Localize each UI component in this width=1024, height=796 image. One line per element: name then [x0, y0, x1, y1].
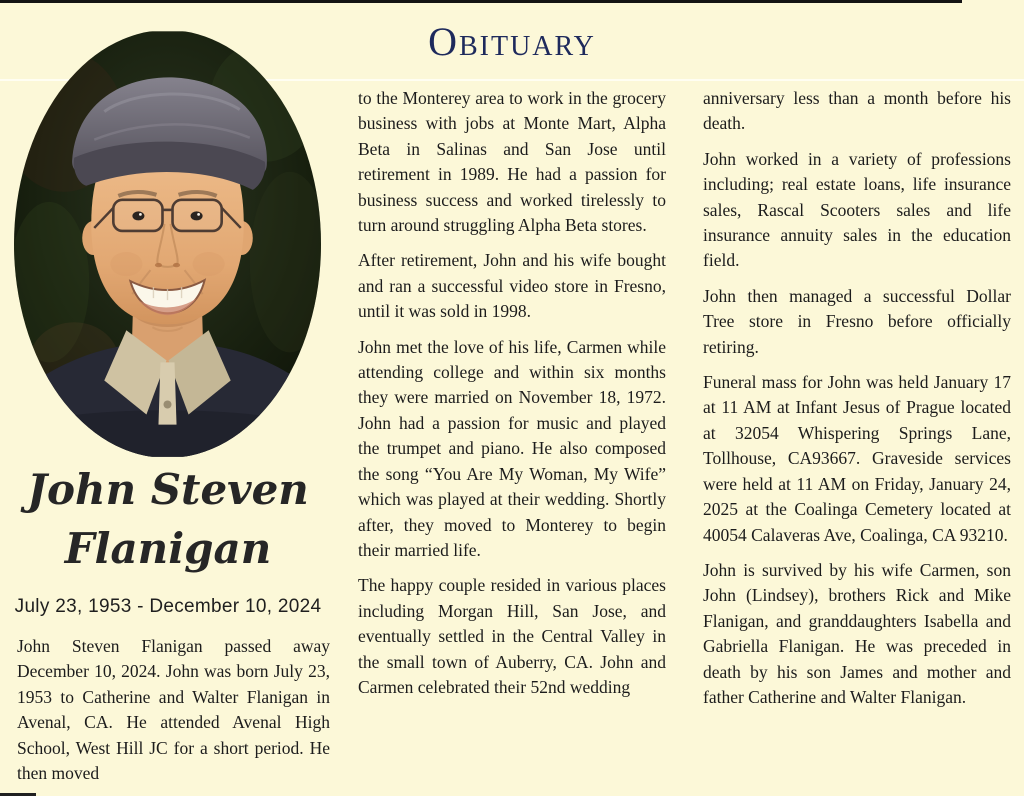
- obituary-paragraph: John Steven Flanigan passed away December 10, 2024. John was born July 23, 1953 to Catherine and Walter Flanigan in Avenal, CA. He attended Avenal High School, West Hill JC for a short period. He then moved: [17, 636, 330, 784]
- obituary-paragraph: John then managed a successful Dollar Tree store in Fresno before officially retiring.: [703, 285, 1011, 357]
- obituary-paragraph: Funeral mass for John was held January 17 at 11 AM at Infant Jesus of Prague located at 32054 Whispering Springs Lane, Tollhouse, CA93667. Graveside services were held at 11 AM on Friday, January 24, 2025 at the Coalinga Cemetery located at 40054 Calaveras Ave, Coalinga, CA 93210.: [703, 372, 1011, 545]
- column-middle: [358, 86, 666, 700]
- obituary-paragraph: John met the love of his life, Carmen while attending college and within six months they were married on November 18, 1972. John had a passion for music and played the trumpet and piano. He also composed the song “You Are My Woman, My Wife” which was played at their wedding. Shortly after, they moved to Monterey to begin their married life.: [358, 336, 666, 560]
- deceased-name-line2: Flanigan: [64, 524, 272, 573]
- obituary-paragraph: John worked in a variety of professions including; real estate loans, life insurance sales, Rascal Scooters sales and life insurance annuity sales in the education field.: [703, 148, 1011, 271]
- page-title: Obituary: [428, 19, 596, 64]
- top-scan-artifact: [0, 0, 962, 3]
- obituary-paragraph: to the Monterey area to work in the grocery business with jobs at Monte Mart, Alpha Beta in Salinas and San Jose until retirement in 1989. He had a passion for business success and worked tirelessly to turn around struggling Alpha Beta stores.: [358, 88, 666, 236]
- life-dates: July 23, 1953 - December 10, 2024: [14, 596, 322, 617]
- obituary-paragraph: The happy couple resided in various places including Morgan Hill, San Jose, and eventually settled in the Central Valley in the small town of Auberry, CA. John and Carmen celebrated their 52nd wedding: [358, 575, 666, 697]
- column-left: [17, 634, 330, 786]
- portrait-photo: [14, 30, 321, 458]
- obituary-paragraph: anniversary less than a month before his death.: [703, 88, 1011, 134]
- obituary-paragraph: John is survived by his wife Carmen, son John (Lindsey), brothers Rick and Mike Flanigan, and granddaughters Isabella and Gabriella Flanigan. He was preceded in death by his son James and mother and father Catherine and Walter Flanigan.: [703, 559, 1011, 707]
- deceased-name-line1: John Steven: [27, 465, 309, 514]
- column-right: [703, 86, 1011, 710]
- portrait-photo-illustration: [14, 30, 321, 458]
- obituary-paragraph: After retirement, John and his wife bought and ran a successful video store in Fresno, until it was sold in 1998.: [358, 250, 666, 322]
- deceased-name: [0, 462, 336, 580]
